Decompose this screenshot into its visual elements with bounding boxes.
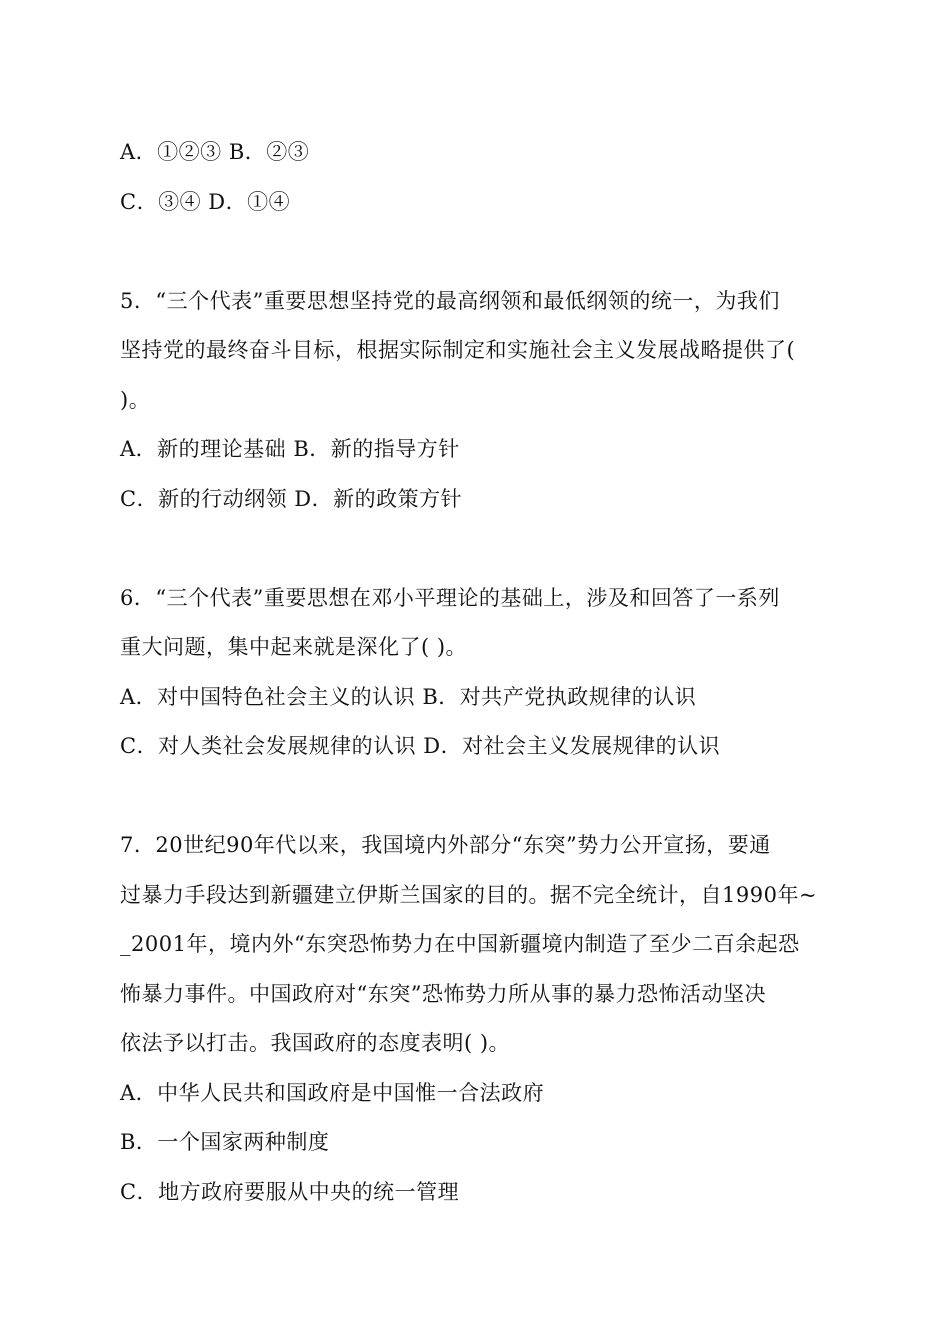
question-5 xyxy=(120,277,840,525)
option-line: A．新的理论基础 B．新的指导方针 xyxy=(120,437,460,461)
option-line: B．一个国家两种制度 xyxy=(120,1130,330,1154)
option-line: C．对人类社会发展规律的认识 D．对社会主义发展规律的认识 xyxy=(120,734,721,758)
option-line: C．③④ D．①④ xyxy=(120,189,291,214)
question-stem-line: 重大问题，集中起来就是深化了( )。 xyxy=(120,635,468,659)
spacer xyxy=(120,772,840,822)
option-line: A．对中国特色社会主义的认识 B．对共产党执政规律的认识 xyxy=(120,684,697,709)
question-stem-line: 过暴力手段达到新疆建立伊斯兰国家的目的。据不完全统计，自1990年~ xyxy=(120,882,818,907)
spacer xyxy=(120,524,840,574)
option-line: C．地方政府要服从中央的统一管理 xyxy=(120,1179,460,1204)
question-stem-line: 5．“三个代表”重要思想坚持党的最高纲领和最低纲领的统一，为我们 xyxy=(120,288,780,313)
spacer xyxy=(120,227,840,277)
question-stem-line: 6．“三个代表”重要思想在邓小平理论的基础上，涉及和回答了一系列 xyxy=(120,585,780,610)
question-stem-line: 坚持党的最终奋斗目标，根据实际制定和实施社会主义发展战略提供了( xyxy=(120,338,796,362)
option-line: C．新的行动纲领 D．新的政策方针 xyxy=(120,486,463,511)
question-stem-line: )。 xyxy=(120,387,151,412)
question-6 xyxy=(120,574,840,772)
question-stem-line: 依法予以打击。我国政府的态度表明( )。 xyxy=(120,1031,511,1055)
question-stem-line: 怖暴力事件。中国政府对“东突”恐怖势力所从事的暴力恐怖活动坚决 xyxy=(120,981,766,1006)
question-4-options xyxy=(120,128,840,227)
question-stem-line: _2001年，境内外“东突恐怖势力在中国新疆境内制造了至少二百余起恐 xyxy=(120,932,800,956)
option-line: A．①②③ B．②③ xyxy=(120,140,310,164)
question-7 xyxy=(120,821,840,1217)
question-stem-line: 7．20世纪90年代以来，我国境内外部分“东突”势力公开宣扬，要通 xyxy=(120,833,771,857)
option-line: A．中华人民共和国政府是中国惟一合法政府 xyxy=(120,1080,545,1105)
document-page xyxy=(120,128,840,1217)
